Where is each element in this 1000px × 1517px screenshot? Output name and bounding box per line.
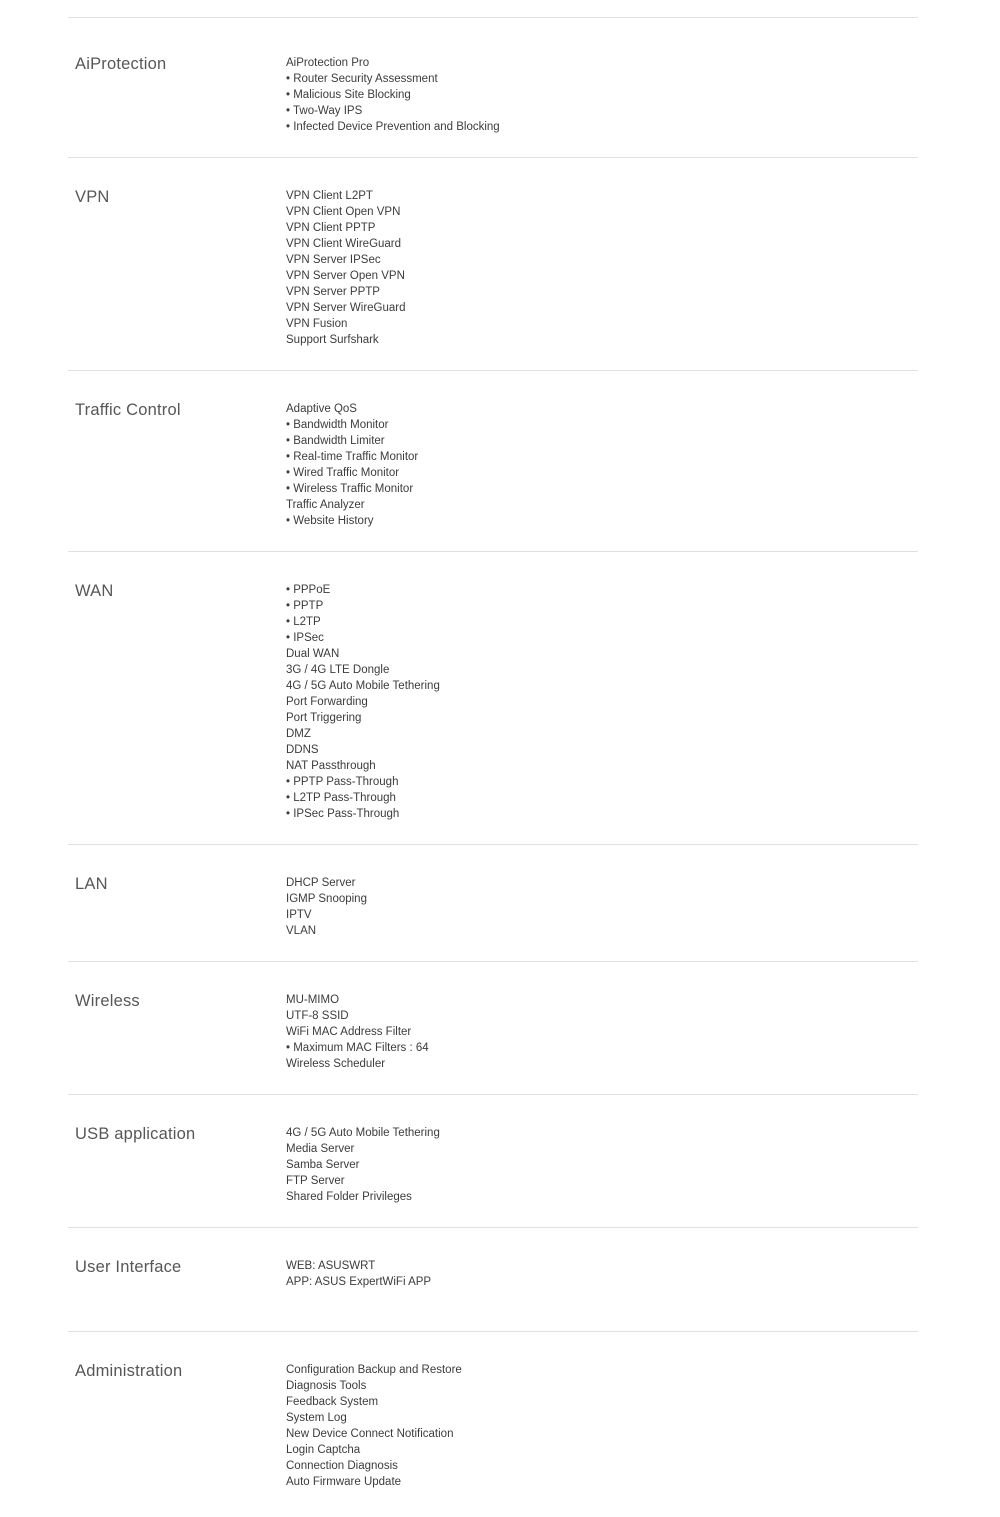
spec-line: AiProtection Pro bbox=[286, 57, 370, 69]
section-label: WAN bbox=[75, 582, 114, 600]
spec-line: • L2TP Pass-Through bbox=[286, 792, 396, 804]
spec-line: Media Server bbox=[286, 1143, 355, 1155]
section-label: Traffic Control bbox=[75, 401, 181, 419]
section-lines bbox=[286, 875, 918, 939]
spec-line: Diagnosis Tools bbox=[286, 1380, 367, 1392]
spec-line: • PPPoE bbox=[286, 584, 331, 596]
spec-line: Feedback System bbox=[286, 1396, 379, 1408]
spec-line: • PPTP bbox=[286, 600, 324, 612]
spec-line: Port Forwarding bbox=[286, 696, 368, 708]
spec-line: Configuration Backup and Restore bbox=[286, 1364, 462, 1376]
spec-line: VPN Server WireGuard bbox=[286, 302, 406, 314]
spec-line: • Router Security Assessment bbox=[286, 73, 438, 85]
spec-line: VPN Client L2PT bbox=[286, 190, 373, 202]
spec-line: Dual WAN bbox=[286, 648, 340, 660]
spec-line: Shared Folder Privileges bbox=[286, 1191, 412, 1203]
spec-line: Adaptive QoS bbox=[286, 403, 357, 415]
spec-line: UTF-8 SSID bbox=[286, 1010, 349, 1022]
spec-line: VPN Server IPSec bbox=[286, 254, 381, 266]
spec-line: Auto Firmware Update bbox=[286, 1476, 402, 1488]
spec-line: Traffic Analyzer bbox=[286, 499, 365, 511]
spec-line: Port Triggering bbox=[286, 712, 362, 724]
spec-line: DMZ bbox=[286, 728, 311, 740]
section-label: VPN bbox=[75, 188, 110, 206]
spec-line: • Maximum MAC Filters : 64 bbox=[286, 1042, 429, 1054]
spec-line: VPN Server Open VPN bbox=[286, 270, 405, 282]
spec-line: Support Surfshark bbox=[286, 334, 379, 346]
spec-table bbox=[68, 17, 918, 1512]
section-lines bbox=[286, 992, 918, 1072]
spec-line: System Log bbox=[286, 1412, 347, 1424]
spec-line: • Bandwidth Limiter bbox=[286, 435, 385, 447]
spec-line: Login Captcha bbox=[286, 1444, 361, 1456]
section-lines bbox=[286, 55, 918, 135]
section-label: Administration bbox=[75, 1362, 183, 1380]
spec-line: IPTV bbox=[286, 909, 312, 921]
spec-line: • L2TP bbox=[286, 616, 321, 628]
spec-line: WiFi MAC Address Filter bbox=[286, 1026, 412, 1038]
spec-line: • Wireless Traffic Monitor bbox=[286, 483, 414, 495]
spec-line: • IPSec bbox=[286, 632, 324, 644]
spec-line: VPN Fusion bbox=[286, 318, 348, 330]
spec-line: • Wired Traffic Monitor bbox=[286, 467, 400, 479]
spec-line: New Device Connect Notification bbox=[286, 1428, 454, 1440]
spec-line: DDNS bbox=[286, 744, 319, 756]
section-lines bbox=[286, 1258, 918, 1290]
spec-line: NAT Passthrough bbox=[286, 760, 376, 772]
spec-line: WEB: ASUSWRT bbox=[286, 1260, 376, 1272]
spec-section bbox=[68, 17, 918, 157]
spec-line: • Infected Device Prevention and Blocking bbox=[286, 121, 500, 133]
spec-section bbox=[68, 551, 918, 844]
spec-line: 4G / 5G Auto Mobile Tethering bbox=[286, 680, 440, 692]
spec-line: 4G / 5G Auto Mobile Tethering bbox=[286, 1127, 440, 1139]
spec-line: 3G / 4G LTE Dongle bbox=[286, 664, 390, 676]
spec-line: Samba Server bbox=[286, 1159, 360, 1171]
spec-section bbox=[68, 157, 918, 370]
section-lines bbox=[286, 401, 918, 529]
spec-section bbox=[68, 1227, 918, 1331]
section-lines bbox=[286, 188, 918, 348]
spec-line: • Two-Way IPS bbox=[286, 105, 363, 117]
section-label: USB application bbox=[75, 1125, 196, 1143]
spec-line: • Bandwidth Monitor bbox=[286, 419, 389, 431]
section-label: User Interface bbox=[75, 1258, 182, 1276]
spec-line: • IPSec Pass-Through bbox=[286, 808, 400, 820]
section-lines bbox=[286, 1125, 918, 1205]
spec-line: VPN Client Open VPN bbox=[286, 206, 401, 218]
spec-line: • Malicious Site Blocking bbox=[286, 89, 411, 101]
spec-line: VPN Client PPTP bbox=[286, 222, 376, 234]
section-lines bbox=[286, 1362, 918, 1490]
section-label: LAN bbox=[75, 875, 108, 893]
spec-line: VPN Client WireGuard bbox=[286, 238, 402, 250]
spec-line: • Real-time Traffic Monitor bbox=[286, 451, 419, 463]
spec-line: Wireless Scheduler bbox=[286, 1058, 386, 1070]
spec-line: APP: ASUS ExpertWiFi APP bbox=[286, 1276, 432, 1288]
spec-line: IGMP Snooping bbox=[286, 893, 367, 905]
spec-section bbox=[68, 844, 918, 961]
section-lines bbox=[286, 582, 918, 822]
spec-line: VLAN bbox=[286, 925, 317, 937]
section-label: AiProtection bbox=[75, 55, 167, 73]
spec-line: DHCP Server bbox=[286, 877, 356, 889]
spec-section bbox=[68, 1331, 918, 1512]
spec-line: MU-MIMO bbox=[286, 994, 340, 1006]
spec-line: • Website History bbox=[286, 515, 374, 527]
section-label: Wireless bbox=[75, 992, 140, 1010]
spec-section bbox=[68, 961, 918, 1094]
spec-line: VPN Server PPTP bbox=[286, 286, 380, 298]
spec-line: FTP Server bbox=[286, 1175, 345, 1187]
spec-section bbox=[68, 370, 918, 551]
spec-section bbox=[68, 1094, 918, 1227]
spec-line: • PPTP Pass-Through bbox=[286, 776, 399, 788]
spec-line: Connection Diagnosis bbox=[286, 1460, 398, 1472]
